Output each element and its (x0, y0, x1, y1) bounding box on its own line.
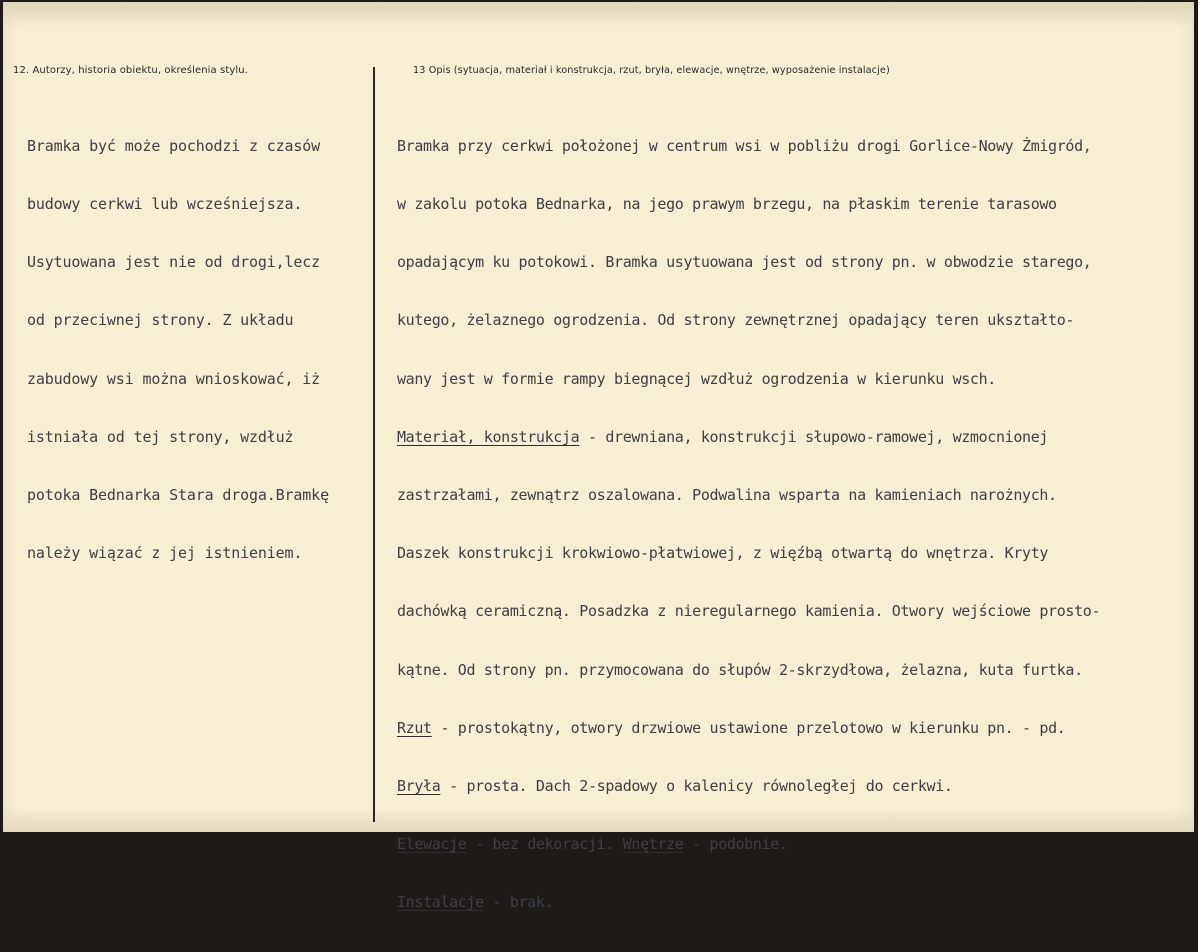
bryla-label: Bryła (397, 777, 441, 796)
wnetrze-text: - podobnie. (683, 835, 788, 854)
text-line: Bramka przy cerkwi położonej w centrum wsi w pobliżu drogi Gorlice-Nowy Żmigród, (397, 136, 1092, 155)
catalog-card (3, 2, 1194, 912)
section-12-header: 12. Autorzy, historia obiektu, określenia stylu. (13, 65, 248, 76)
text-line: budowy cerkwi lub wcześniejsza. (27, 195, 303, 214)
text-line: w zakolu potoka Bednarka, na jego prawym brzegu, na płaskim terenie tarasowo (397, 195, 1057, 214)
rzut-label: Rzut (397, 718, 432, 737)
text-line: zabudowy wsi można wnioskować, iż (27, 369, 321, 388)
text-line: kutego, żelaznego ogrodzenia. Od strony zewnętrznej opadający teren ukształto- (397, 311, 1075, 330)
text-line: dachówką ceramiczną. Posadzka z nieregularnego kamienia. Otwory wejściowe prosto- (397, 602, 1101, 621)
text-line: potoka Bednarka Stara droga.Bramkę (27, 486, 329, 505)
text-line: należy wiązać z jej istnieniem. (27, 544, 303, 563)
text-line: Usytuowana jest nie od drogi,lecz (27, 253, 321, 272)
instalacje-line (397, 893, 1100, 912)
history-text (27, 98, 329, 602)
description-text (397, 98, 1100, 952)
text-line: Daszek konstrukcji krokwiowo-płatwiowej, z więźbą otwartą do wnętrza. Kryty (397, 544, 1049, 563)
text-line: Bramka być może pochodzi z czasów (27, 136, 321, 155)
instalacje-label: Instalacje (397, 893, 484, 912)
material-text: - drewniana, konstrukcji słupowo-ramowej, wzmocnionej (579, 427, 1049, 446)
instalacje-text: - brak. (483, 893, 554, 912)
rzut-text: - prostokątny, otwory drzwiowe ustawione przelotowo w kierunku pn. - pd. (431, 718, 1066, 737)
elewacje-text: - bez dekoracji. (466, 835, 623, 854)
text-line: wany jest w formie rampy biegnącej wzdłuż ogrodzenia w kierunku wsch. (397, 369, 996, 388)
elewacje-line (397, 835, 1100, 854)
material-label: Materiał, konstrukcja (397, 427, 580, 446)
text-line: opadającym ku potokowi. Bramka usytuowana jest od strony pn. w obwodzie starego, (397, 253, 1092, 272)
bryla-line (397, 777, 1100, 796)
text-line: istniała od tej strony, wzdłuż (27, 427, 294, 446)
elewacje-label: Elewacje (397, 835, 467, 854)
column-divider (373, 67, 375, 822)
wnetrze-label: Wnętrze (622, 835, 684, 854)
material-line (397, 428, 1100, 447)
text-line: od przeciwnej strony. Z układu (27, 311, 294, 330)
rzut-line (397, 719, 1100, 738)
text-line: kątne. Od strony pn. przymocowana do słupów 2-skrzydłowa, żelazna, kuta furtka. (397, 660, 1083, 679)
card-top-edge (3, 2, 1194, 28)
section-13-header: 13 Opis (sytuacja, materiał i konstrukcja, rzut, bryła, elewacje, wnętrze, wyposażenie instalacje) (413, 65, 890, 76)
text-line: zastrzałami, zewnątrz oszalowana. Podwalina wsparta na kamieniach narożnych. (397, 486, 1057, 505)
bryla-text: - prosta. Dach 2-spadowy o kalenicy równoległej do cerkwi. (440, 777, 953, 796)
